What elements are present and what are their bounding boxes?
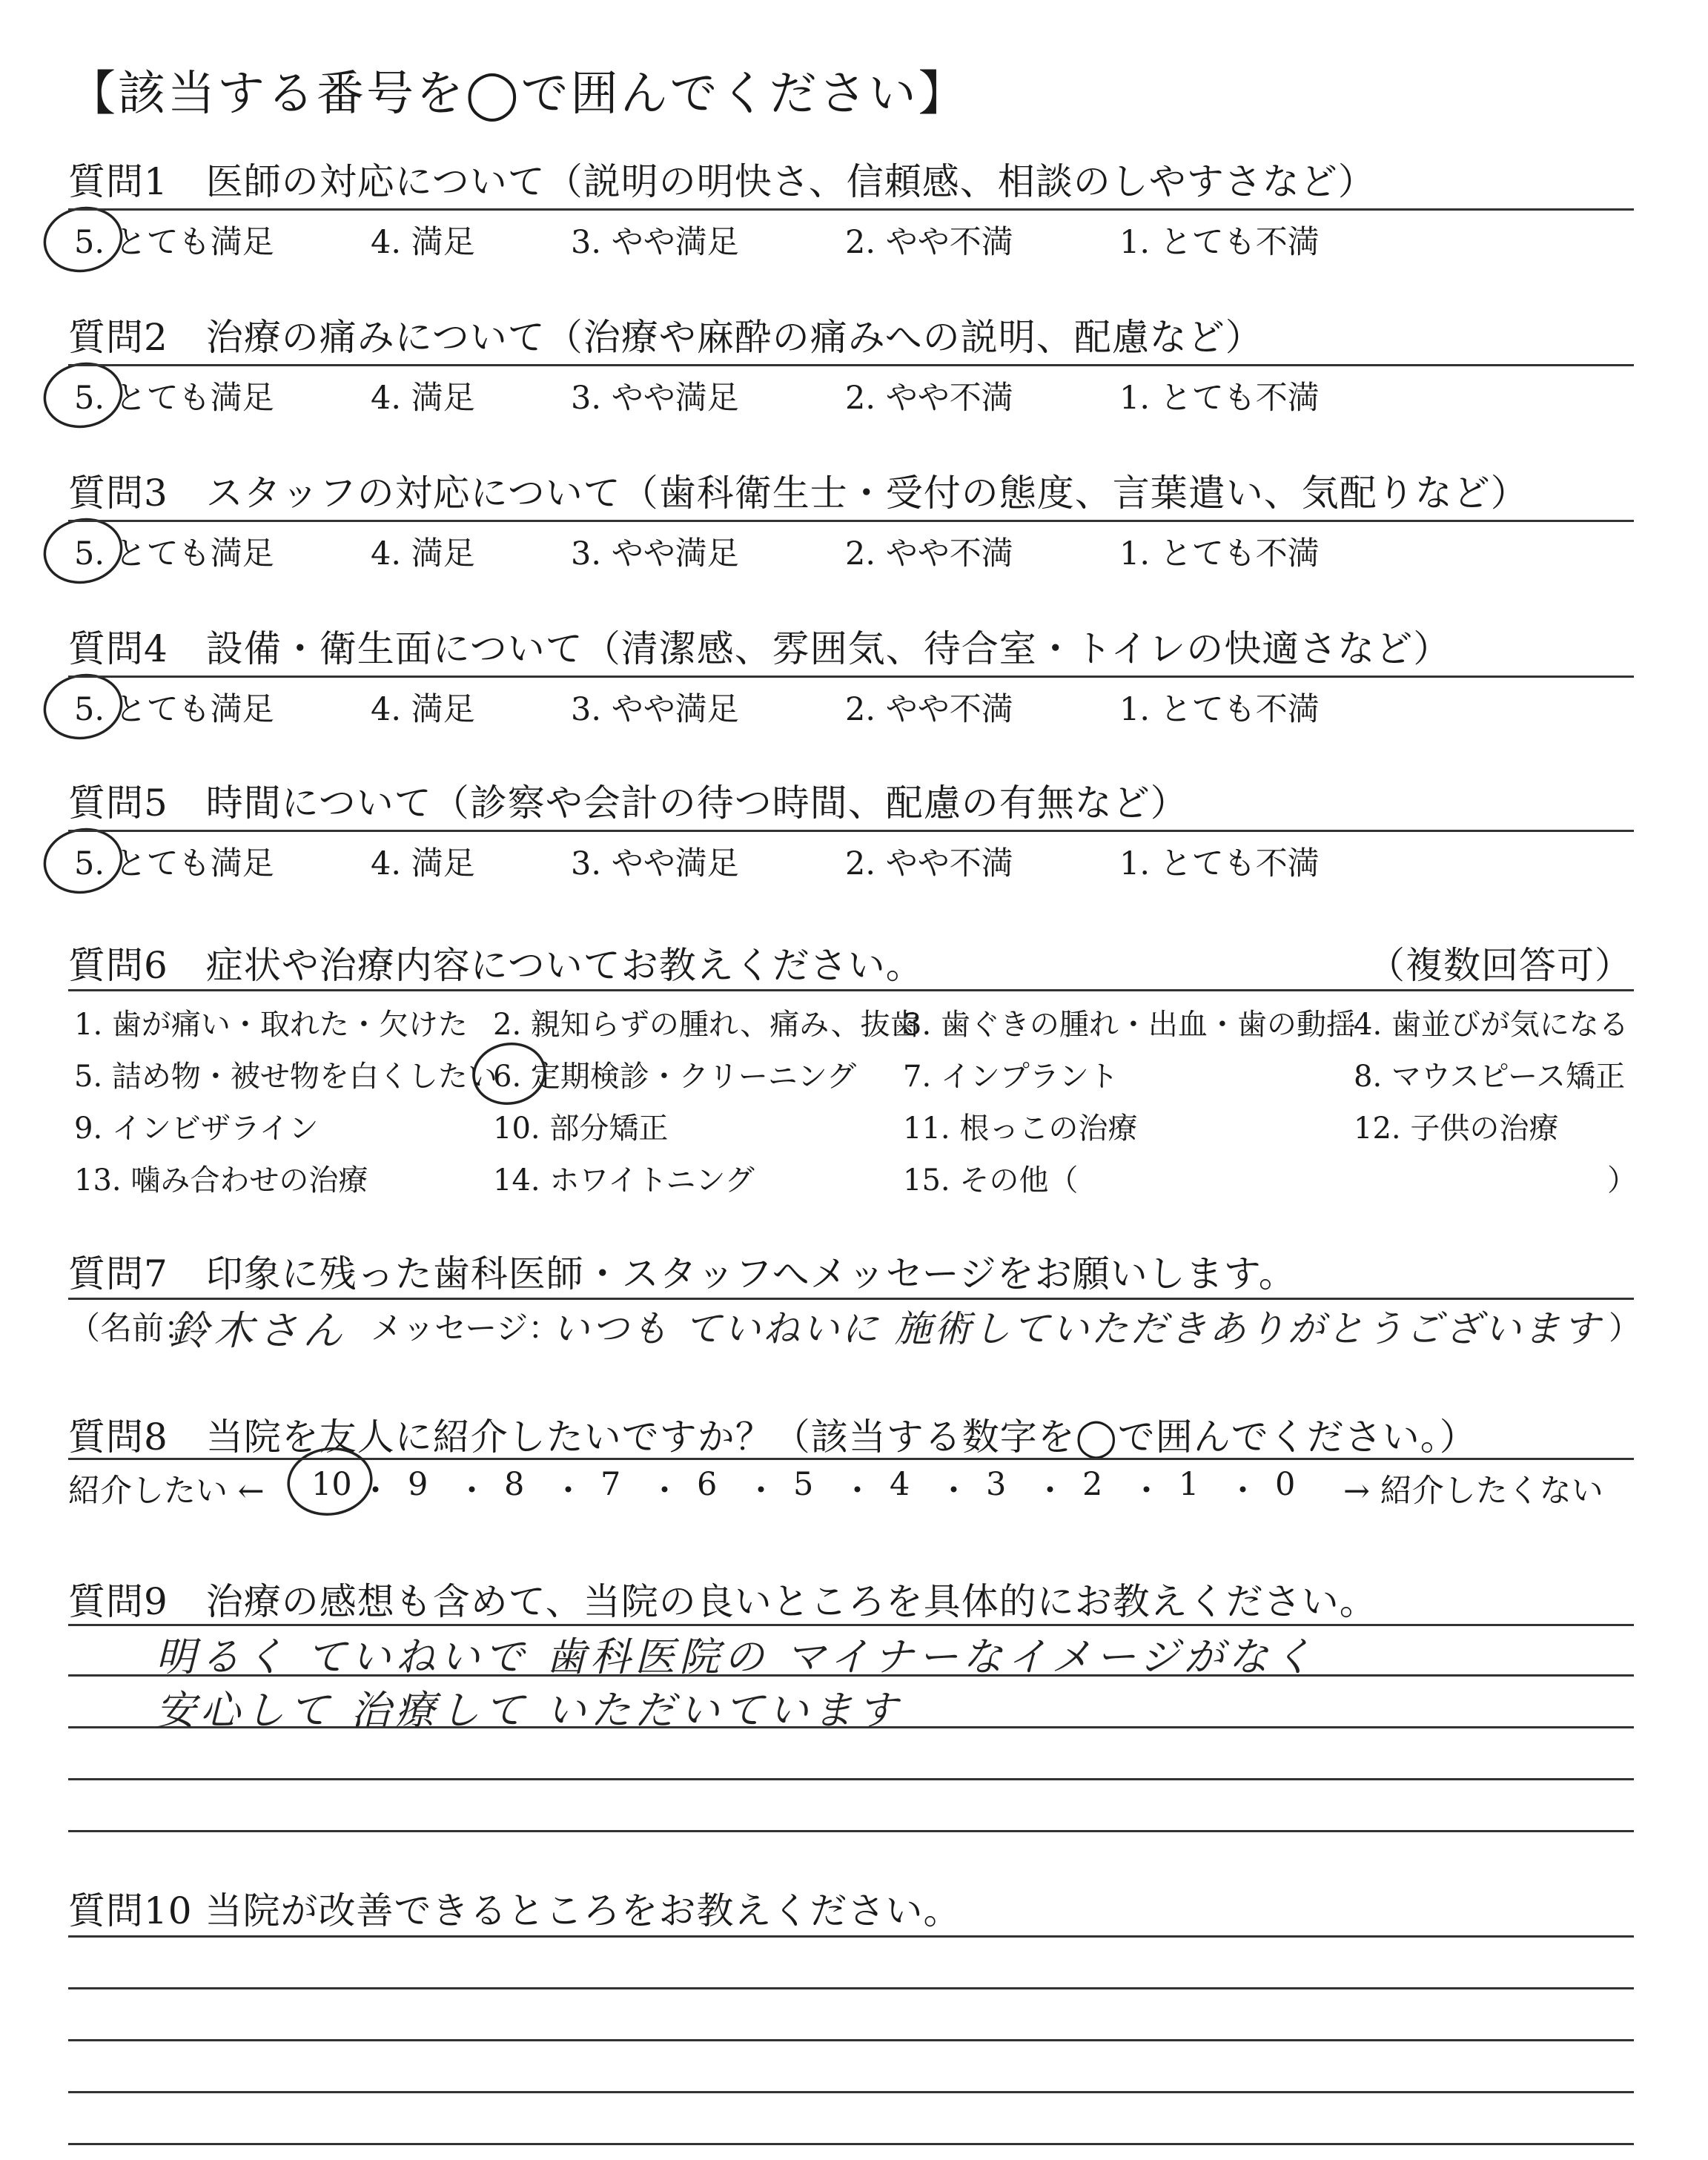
q5-option-3[interactable]: 3. やや満足 — [571, 845, 739, 882]
q10-title: 質問10 当院が改善できるところをお教えください。 — [68, 1889, 961, 1932]
q4-rule — [68, 676, 1634, 678]
q2-title: 質問2 治療の痛みについて（治療や麻酔の痛みへの説明、配慮など） — [68, 316, 1263, 359]
q9-answer-line-1[interactable]: 明るく ていねいで 歯科医院の マイナーなイメージがなく — [156, 1634, 1317, 1680]
q8-separator: ・ — [938, 1473, 970, 1510]
q2-rule — [68, 364, 1634, 366]
q2-option-1[interactable]: 1. とても不満 — [1119, 380, 1320, 417]
q8-scale-6[interactable]: 6 — [697, 1466, 718, 1503]
q8-scale-8[interactable]: 8 — [504, 1466, 525, 1503]
page-heading: 【該当する番号を◯で囲んでください】 — [68, 67, 968, 122]
q8-separator: ・ — [1227, 1473, 1259, 1510]
q10-rule-1 — [68, 1935, 1634, 1938]
q8-separator: ・ — [360, 1473, 391, 1510]
q6-option-5[interactable]: 5. 詰め物・被せ物を白くしたい — [74, 1060, 497, 1094]
q7-name-value[interactable]: 鈴木さん — [169, 1307, 347, 1354]
q6-rule — [68, 989, 1634, 991]
q8-separator: ・ — [1034, 1473, 1066, 1510]
q10-rule-5 — [68, 2143, 1634, 2145]
q6-option-14[interactable]: 14. ホワイトニング — [493, 1163, 755, 1198]
q8-separator: ・ — [456, 1473, 488, 1510]
q3-option-4[interactable]: 4. 満足 — [371, 535, 475, 572]
q8-separator: ・ — [841, 1473, 873, 1510]
q1-title: 質問1 医師の対応について（説明の明快さ、信頼感、相談のしやすさなど） — [68, 160, 1376, 203]
q9-answer-line-2[interactable]: 安心して 治療して いただいています — [156, 1687, 902, 1734]
q8-scale-5[interactable]: 5 — [793, 1466, 814, 1503]
q3-option-1[interactable]: 1. とても不満 — [1119, 535, 1320, 572]
q8-scale-3[interactable]: 3 — [986, 1466, 1007, 1503]
q1-option-1[interactable]: 1. とても不満 — [1119, 224, 1320, 261]
q6-option-3[interactable]: 3. 歯ぐきの腫れ・出血・歯の動揺 — [903, 1008, 1356, 1042]
q6-option-16[interactable]: ） — [1607, 1163, 1637, 1198]
q1-option-4[interactable]: 4. 満足 — [371, 224, 475, 261]
q6-title: 質問6 症状や治療内容についてお教えください。 — [68, 944, 924, 987]
q6-option-1[interactable]: 1. 歯が痛い・取れた・欠けた — [74, 1008, 468, 1042]
q6-option-13[interactable]: 13. 噛み合わせの治療 — [74, 1163, 368, 1198]
q8-scale-0[interactable]: 0 — [1275, 1466, 1296, 1503]
q9-title: 質問9 治療の感想も含めて、当院の良いところを具体的にお教えください。 — [68, 1580, 1377, 1623]
q8-title: 質問8 当院を友人に紹介したいですか？（該当する数字を◯で囲んでください。） — [68, 1416, 1477, 1459]
q1-rule — [68, 208, 1634, 211]
q3-option-2[interactable]: 2. やや不満 — [845, 535, 1013, 572]
q8-left-label: 紹介したい ← — [68, 1473, 265, 1510]
q5-rule — [68, 830, 1634, 832]
q6-option-6[interactable]: 6. 定期検診・クリーニング — [493, 1060, 857, 1094]
q6-option-7[interactable]: 7. インプラント — [903, 1060, 1119, 1094]
q8-scale-4[interactable]: 4 — [890, 1466, 910, 1503]
q8-right-label: → 紹介したくない — [1343, 1473, 1603, 1510]
q5-option-4[interactable]: 4. 満足 — [371, 845, 475, 882]
q2-option-5[interactable]: 5. とても満足 — [74, 380, 274, 417]
q1-option-5[interactable]: 5. とても満足 — [74, 224, 274, 261]
q6-option-12[interactable]: 12. 子供の治療 — [1354, 1112, 1559, 1146]
q5-option-2[interactable]: 2. やや不満 — [845, 845, 1013, 882]
q8-scale-10[interactable]: 10 — [311, 1466, 352, 1503]
q6-option-2[interactable]: 2. 親知らずの腫れ、痛み、抜歯 — [493, 1008, 920, 1042]
q8-separator: ・ — [1131, 1473, 1162, 1510]
q5-option-5[interactable]: 5. とても満足 — [74, 845, 274, 882]
q4-option-2[interactable]: 2. やや不満 — [845, 691, 1013, 728]
q8-scale-2[interactable]: 2 — [1082, 1466, 1103, 1503]
q9-rule-5 — [68, 1830, 1634, 1832]
q7-message-value[interactable]: いつも ていねいに 施術していただきありがとうございます — [552, 1307, 1602, 1350]
q7-close: ） — [1609, 1310, 1641, 1347]
q8-separator: ・ — [552, 1473, 584, 1510]
q4-option-4[interactable]: 4. 満足 — [371, 691, 475, 728]
q10-rule-4 — [68, 2091, 1634, 2093]
q7-name-label: （名前： — [68, 1310, 196, 1347]
q8-scale-1[interactable]: 1 — [1179, 1466, 1199, 1503]
q4-option-1[interactable]: 1. とても不満 — [1119, 691, 1320, 728]
q6-note: （複数回答可） — [1368, 944, 1632, 987]
q6-option-4[interactable]: 4. 歯並びが気になる — [1354, 1008, 1629, 1042]
q6-option-9[interactable]: 9. インビザライン — [74, 1112, 319, 1146]
q2-option-4[interactable]: 4. 満足 — [371, 380, 475, 417]
q3-option-3[interactable]: 3. やや満足 — [571, 535, 739, 572]
q7-title: 質問7 印象に残った歯科医師・スタッフへメッセージをお願いします。 — [68, 1252, 1297, 1295]
q4-option-5[interactable]: 5. とても満足 — [74, 691, 274, 728]
q8-scale-9[interactable]: 9 — [408, 1466, 428, 1503]
q7-message-label: メッセージ： — [371, 1310, 560, 1347]
q6-option-15[interactable]: 15. その他（ — [903, 1163, 1079, 1198]
q8-separator: ・ — [649, 1473, 681, 1510]
q10-rule-2 — [68, 1987, 1634, 1989]
q10-rule-3 — [68, 2039, 1634, 2041]
q4-title: 質問4 設備・衛生面について（清潔感、雰囲気、待合室・トイレの快適さなど） — [68, 627, 1452, 670]
q6-option-11[interactable]: 11. 根っこの治療 — [903, 1112, 1138, 1146]
q8-rule — [68, 1458, 1634, 1460]
q3-option-5[interactable]: 5. とても満足 — [74, 535, 274, 572]
q4-option-3[interactable]: 3. やや満足 — [571, 691, 739, 728]
q3-title: 質問3 スタッフの対応について（歯科衛生士・受付の態度、言葉遣い、気配りなど） — [68, 472, 1529, 515]
q8-scale-7[interactable]: 7 — [600, 1466, 621, 1503]
q5-title: 質問5 時間について（診察や会計の待つ時間、配慮の有無など） — [68, 782, 1188, 825]
q2-option-2[interactable]: 2. やや不満 — [845, 380, 1013, 417]
q3-rule — [68, 520, 1634, 522]
q9-rule-4 — [68, 1778, 1634, 1780]
q5-option-1[interactable]: 1. とても不満 — [1119, 845, 1320, 882]
q8-separator: ・ — [745, 1473, 777, 1510]
q2-option-3[interactable]: 3. やや満足 — [571, 380, 739, 417]
q1-option-2[interactable]: 2. やや不満 — [845, 224, 1013, 261]
q1-option-3[interactable]: 3. やや満足 — [571, 224, 739, 261]
q6-option-10[interactable]: 10. 部分矯正 — [493, 1112, 669, 1146]
q6-option-8[interactable]: 8. マウスピース矯正 — [1354, 1060, 1626, 1094]
